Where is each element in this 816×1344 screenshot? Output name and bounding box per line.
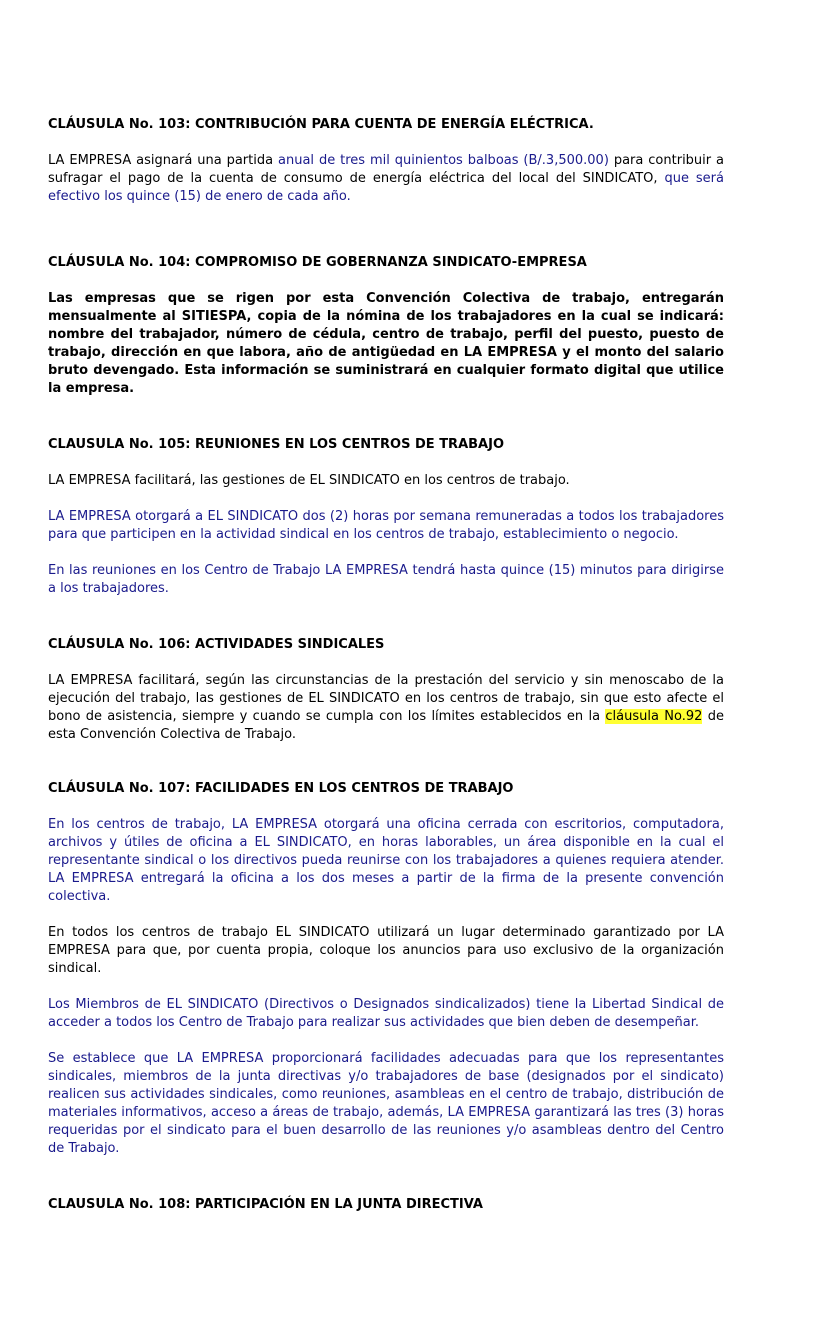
clause-107-paragraph-4: Se establece que LA EMPRESA proporcionará facilidades adecuadas para que los representantes sindicales, miembros de la junta directivas y/o trabajadores de base (designados por el sindicato) realicen sus actividades sindicales, como reuniones, asambleas en el centro de trabajo, distribución de materiales informativos, acceso a áreas de trabajo, además, LA EMPRESA garantizará las tres (3) horas requeridas por el sindicato para el buen desarrollo de las reuniones y/o asambleas dentro del Centro de Trabajo. — [48, 1051, 724, 1156]
clause-103-date: que será efectivo los quince (15) de enero de cada año. — [48, 171, 724, 204]
clause-107-paragraph-1: En los centros de trabajo, LA EMPRESA otorgará una oficina cerrada con escritorios, computadora, archivos y útiles de oficina a EL SINDICATO, en horas laborables, un área disponible en la cual el representante sindical o los directivos pueda reunirse con los trabajadores a quienes requiera atender. LA EMPRESA entregará la oficina a los dos meses a partir de la firma de la presente convención colectiva. — [48, 817, 724, 904]
clause-106-text-b: de esta Convención Colectiva de Trabajo. — [48, 709, 724, 742]
clause-104-paragraph: Las empresas que se rigen por esta Convención Colectiva de trabajo, entregarán mensualmente al SITIESPA, copia de la nómina de los trabajadores en la cual se indicará: nombre del trabajador, número de cédula, centro de trabajo, perfil del puesto, puesto de trabajo, dirección en que labora, año de antigüedad en LA EMPRESA y el monto del salario bruto devengado. Esta información se suministrará en cualquier formato digital que utilice la empresa. — [48, 291, 724, 396]
clause-103-paragraph — [48, 152, 724, 206]
clause-103-text-a: LA EMPRESA asignará una partida — [48, 153, 279, 168]
clause-106-title: CLÁUSULA No. 106: ACTIVIDADES SINDICALES — [48, 637, 385, 652]
clause-106-text-a: LA EMPRESA facilitará, según las circunstancias de la prestación del servicio y sin menoscabo de la ejecución del trabajo, las gestiones de EL SINDICATO en los centros de trabajo, sin que esto afecte el bono de asistencia, siempre y cuando se cumpla con los límites establecidos en la — [48, 673, 724, 724]
clause-reference-highlight: cláusula No.92 — [605, 709, 703, 724]
clause-104-title: CLÁUSULA No. 104: COMPROMISO DE GOBERNANZA SINDICATO-EMPRESA — [48, 255, 587, 270]
clause-105-paragraph-2: LA EMPRESA otorgará a EL SINDICATO dos (2) horas por semana remuneradas a todos los trabajadores para que participen en la actividad sindical en los centros de trabajo, establecimiento o negocio. — [48, 509, 724, 542]
clause-105-title: CLAUSULA No. 105: REUNIONES EN LOS CENTROS DE TRABAJO — [48, 437, 504, 452]
clause-106-paragraph — [48, 672, 724, 744]
clause-107-title: CLÁUSULA No. 107: FACILIDADES EN LOS CENTROS DE TRABAJO — [48, 781, 514, 796]
clause-108-title: CLAUSULA No. 108: PARTICIPACIÓN EN LA JUNTA DIRECTIVA — [48, 1197, 483, 1212]
clause-107-paragraph-2: En todos los centros de trabajo EL SINDICATO utilizará un lugar determinado garantizado por LA EMPRESA para que, por cuenta propia, coloque los anuncios para uso exclusivo de la organización sindical. — [48, 925, 724, 976]
clause-105-paragraph-1: LA EMPRESA facilitará, las gestiones de EL SINDICATO en los centros de trabajo. — [48, 473, 570, 488]
clause-107-paragraph-3: Los Miembros de EL SINDICATO (Directivos o Designados sindicalizados) tiene la Libertad Sindical de acceder a todos los Centro de Trabajo para realizar sus actividades que bien deben de desempeñar. — [48, 997, 724, 1030]
clause-103-amount: anual de tres mil quinientos balboas (B/.3,500.00) — [278, 153, 609, 168]
clause-103-title: CLÁUSULA No. 103: CONTRIBUCIÓN PARA CUENTA DE ENERGÍA ELÉCTRICA. — [48, 117, 594, 132]
clause-103-text-c: para contribuir a sufragar el pago de la cuenta de consumo de energía eléctrica del local del SINDICATO, — [48, 153, 725, 186]
clause-105-paragraph-3: En las reuniones en los Centro de Trabajo LA EMPRESA tendrá hasta quince (15) minutos para dirigirse a los trabajadores. — [48, 563, 724, 596]
document-body — [48, 116, 724, 1214]
